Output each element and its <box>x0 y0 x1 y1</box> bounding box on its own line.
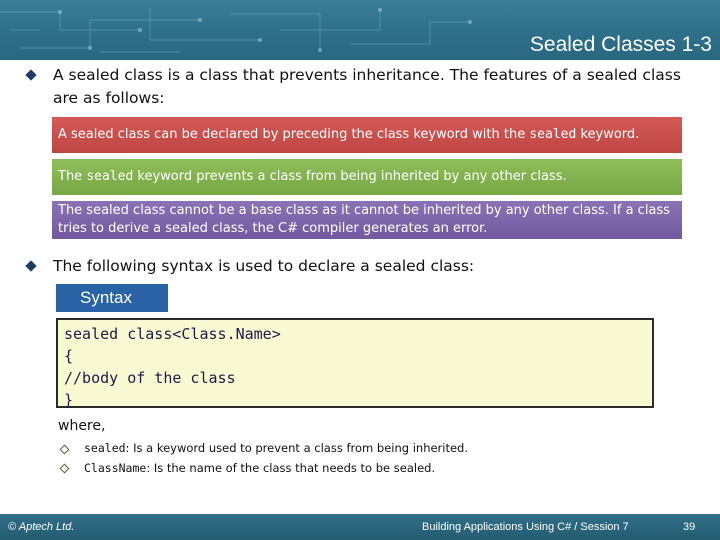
bullet-diamond-icon <box>25 260 36 271</box>
feature-1-text: A sealed class can be declared by preceding the class keyword with the <box>58 127 530 142</box>
sub-bullet-icon <box>60 464 70 474</box>
feature-2-code: sealed <box>86 169 134 184</box>
code-line: { <box>64 347 74 365</box>
definition-term: ClassName <box>84 461 147 475</box>
footer-course: Building Applications Using C# / Session 7 <box>422 521 629 533</box>
where-label: where, <box>58 418 106 434</box>
code-block <box>56 318 654 408</box>
definition-desc: : Is a keyword used to prevent a class from being inherited. <box>125 441 469 455</box>
feature-1-code: sealed <box>529 127 577 142</box>
feature-2-text-end: keyword prevents a class from being inherited by any other class. <box>133 169 567 184</box>
syntax-intro-text: The following syntax is used to declare a sealed class: <box>53 257 475 275</box>
page-number: 39 <box>683 521 696 533</box>
bullet-diamond-icon <box>25 69 36 80</box>
definition-term: sealed <box>84 441 126 455</box>
slide-footer <box>0 514 720 540</box>
definition-sealed <box>84 441 468 455</box>
code-line: } <box>64 391 74 409</box>
sub-bullet-icon <box>60 445 70 455</box>
slide-title: Sealed Classes 1-3 <box>529 33 712 56</box>
feature-bar-2 <box>52 159 682 195</box>
definition-classname <box>84 461 435 475</box>
intro-text: A sealed class is a class that prevents inheritance. The features of a sealed class are as follows: <box>53 66 681 107</box>
feature-bar-1 <box>52 117 682 153</box>
feature-1-text-end: keyword. <box>576 127 640 142</box>
code-line: //body of the class <box>64 369 236 387</box>
slide-header <box>0 0 720 60</box>
footer-copyright: © Aptech Ltd. <box>8 521 75 533</box>
feature-3-text: The sealed class cannot be a base class as it cannot be inherited by any other class. If a class tries to derive a sealed class, the C# compiler generates an error. <box>58 203 670 236</box>
syntax-label: Syntax <box>56 284 168 312</box>
definition-desc: : Is the name of the class that needs to be sealed. <box>146 461 436 475</box>
code-line: sealed class<Class.Name> <box>64 325 281 343</box>
feature-2-text: The <box>58 169 87 184</box>
feature-bar-3 <box>52 201 682 239</box>
